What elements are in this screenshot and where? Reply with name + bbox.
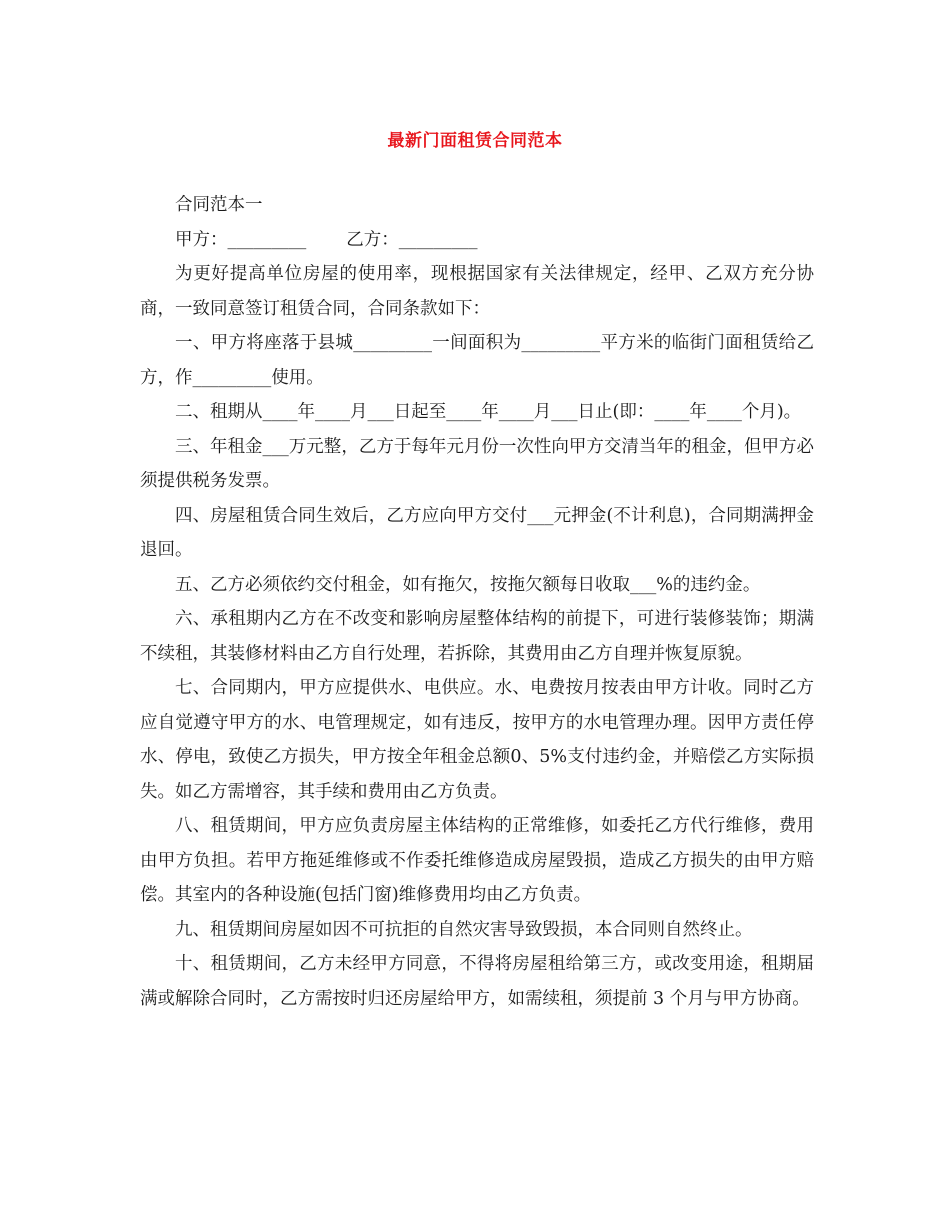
clause-10: 十、租赁期间，乙方未经甲方同意，不得将房屋租给第三方，或改变用途，租期届满或解除合同时，乙方需按时归还房屋给甲方，如需续租，须提前 3 个月与甲方协商。 xyxy=(140,954,814,1009)
preamble-paragraph: 为更好提高单位房屋的使用率，现根据国家有关法律规定，经甲、乙双方充分协商，一致同意签订租赁合同，合同条款如下： xyxy=(140,264,814,319)
clause-1: 一、甲方将座落于县城_________一间面积为_________平方米的临街门面租赁给乙方，作_________使用。 xyxy=(140,333,814,388)
clause-3: 三、年租金___万元整，乙方于每年元月份一次性向甲方交清当年的租金，但甲方必须提供税务发票。 xyxy=(140,436,814,491)
clause-5: 五、乙方必须依约交付租金，如有拖欠，按拖欠额每日收取___%的违约金。 xyxy=(175,574,761,595)
clause-9: 九、租赁期间房屋如因不可抗拒的自然灾害导致毁损，本合同则自然终止。 xyxy=(175,919,753,940)
parties-line xyxy=(140,223,814,258)
clause-4: 四、房屋租赁合同生效后，乙方应向甲方交付___元押金(不计利息)，合同期满押金退回。 xyxy=(140,505,814,560)
document-title: 最新门面租赁合同范本 xyxy=(387,131,563,151)
clause-8: 八、租赁期间，甲方应负责房屋主体结构的正常维修，如委托乙方代行维修，费用由甲方负担。若甲方拖延维修或不作委托维修造成房屋毁损，造成乙方损失的由甲方赔偿。其室内的各种设施(包括门窗)维修费用均由乙方负责。 xyxy=(140,816,814,905)
party-b-field: 乙方：_________ xyxy=(346,229,478,250)
contract-subtitle: 合同范本一 xyxy=(175,195,263,215)
party-a-field: 甲方：_________ xyxy=(175,229,307,250)
contract-body xyxy=(140,188,814,1016)
clause-2: 二、租期从____年____月___日起至____年____月___日止(即：____年____个月)。 xyxy=(175,402,802,422)
clause-6: 六、承租期内乙方在不改变和影响房屋整体结构的前提下，可进行装修装饰；期满不续租，其装修材料由乙方自行处理，若拆除，其费用由乙方自理并恢复原貌。 xyxy=(140,609,814,664)
clause-7: 七、合同期内，甲方应提供水、电供应。水、电费按月按表由甲方计收。同时乙方应自觉遵守甲方的水、电管理规定，如有违反，按甲方的水电管理办理。因甲方责任停水、停电，致使乙方损失，甲方按全年租金总额0、5%支付违约金，并赔偿乙方实际损失。如乙方需增容，其手续和费用由乙方负责。 xyxy=(140,678,814,802)
